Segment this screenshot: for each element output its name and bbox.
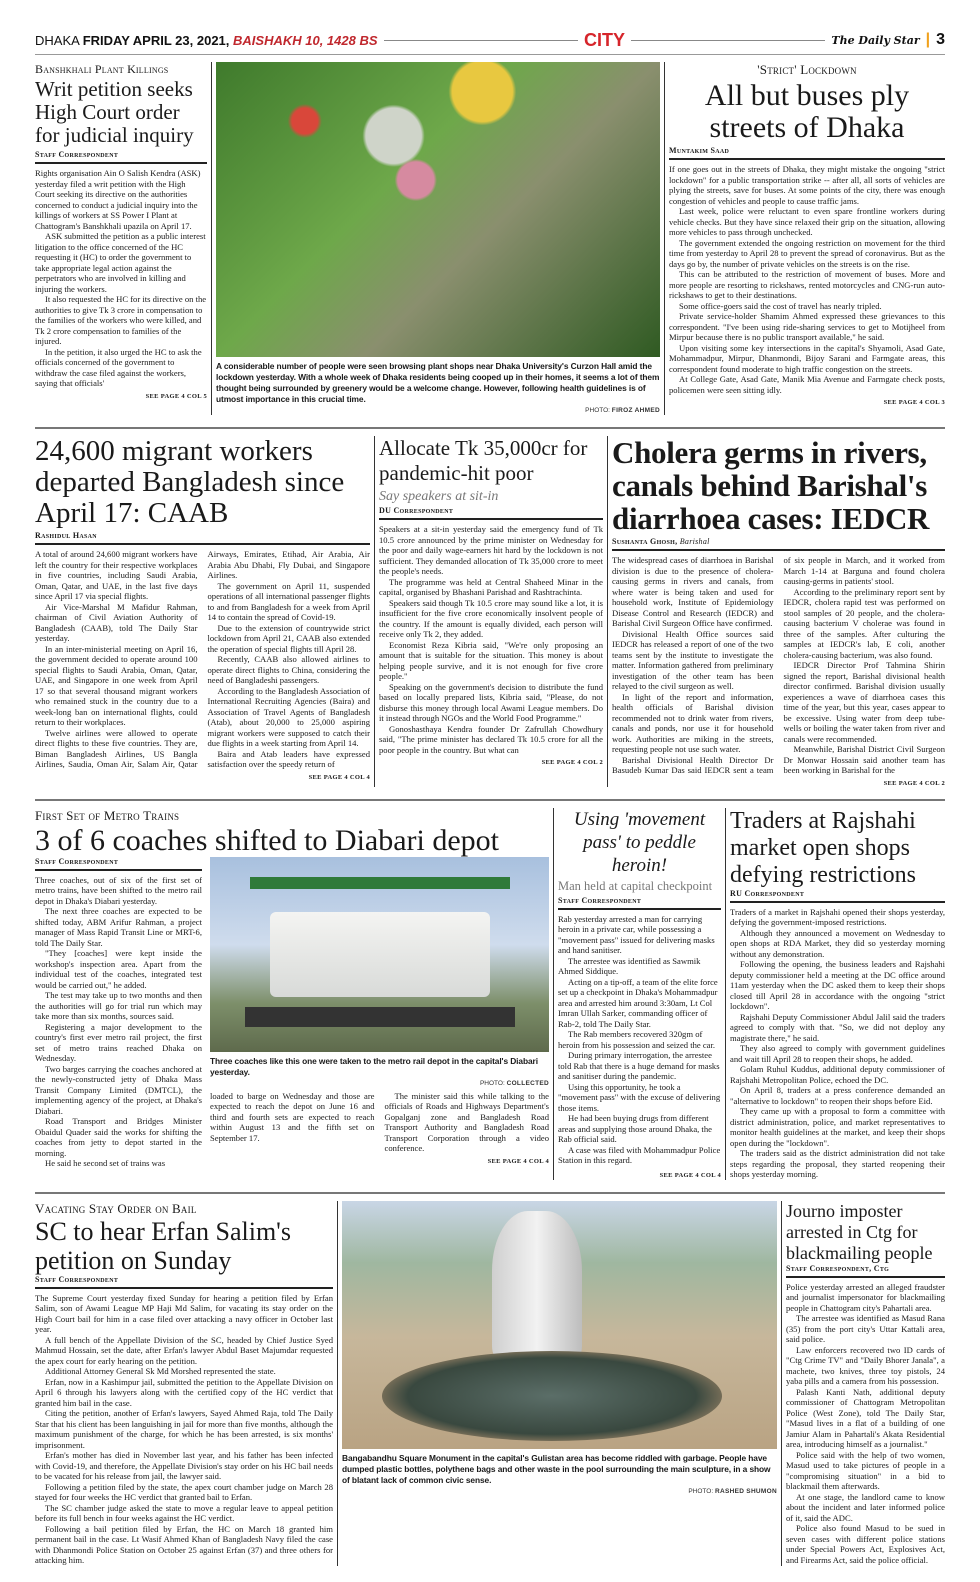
jump-link[interactable]: SEE PAGE 4 COL 4 — [659, 1171, 721, 1179]
paragraph: He said he second set of trains was — [45, 1158, 166, 1168]
paragraph: Erfan's mother has died in November last year, and his father has been infected with Covid-19, and therefore, the Appellate Division's stay order on his HC bail needs to be vacated for his release from jail, the lawyer said. — [35, 1450, 333, 1481]
article-metro-coaches: First Set of Metro Trains 3 of 6 coaches shifted to Diabari depot Staff Correspondent Three coaches, out of six of the first set of metro trains, have been shifted to the metro rail depot in Dhaka's Diabari yesterday. The next three coaches are expected to be shifted today, ABM Arifur Rahman, a project manager of Mass Rapid Transit Line or MRT-6, told The Daily Star. "They [coaches] were kept inside the workshop's inspection area. Apart from the individual test of the coaches, integrated test would be carried out," he added. The test may take up to two months and then the authorities will go for trial run which may take more than six months, sources said. Registering a major development to the country's first ever metro rail project, the first set of metro trains reached Dhaka on Wednesday. Two barges carrying the coaches anchored at the newly-constructed jetty of Dhaka Mass Transit Company Limited (DMTCL), the implementing agency of the project, at Dhaka's Diabari. Road Transport and Bridges Minister Obaidul Quader said the works for shifting the coaches from jetty to depot started in the morning. He said he second set of trains was Three coaches like this one were taken to the metro rail depot in the capital's Diabari yesterday. PHOTO: COLLECTED loaded to barge on Wednesday and those are expected to reach the depot on June 16 and third and fourth sets are expected to reach within August 13 and the fifth set on September 17. The minister said this while talking to the officials of Roads and Highways Department's Gopalganj zone and Bangladesh Road Transport Authority and Bangladesh Road Transport Corporation through a video conference. SEE PAGE 4 COL 4 — [35, 807, 549, 1168]
headline: 3 of 6 coaches shifted to Diabari depot — [35, 823, 500, 857]
paragraph: Air Vice-Marshal M Mafidur Rahman, chairman of Civil Aviation Authority of Bangladesh (CAAB), told The Daily Star yesterday. — [35, 601, 198, 643]
paragraph: They came up with a proposal to form a committee with district administration, police, and market representatives to monitor health guidelines at the market, and keep their shops open during the "lockdown". — [730, 1106, 945, 1148]
headline: Traders at Rajshahi market open shops defying restrictions — [730, 807, 916, 888]
paragraph: In an inter-ministerial meeting on April 16, the government decided to operate around 100 special flights to Saudi Arabia, Oman, Qatar, UAE, and Singapore in one week from April 17 so that several thousand migrant workers who remained stuck in the country due to a week-long ban on international flights, could return to their workplaces. — [35, 643, 198, 727]
row-3 — [35, 799, 945, 1186]
paragraph: Police also found Masud to be sued in seven cases with different police stations under Special Powers Act, Explosives Act, and Firearms Act, said the police official. — [786, 1523, 945, 1565]
paragraph: During primary interrogation, the arrestee told Rab that there is a huge demand for masks and sanitiser during the pandemic. — [558, 1050, 720, 1081]
paragraph: Barishal Divisional Health Director Dr Basudeb Kumar Das said IEDCR sent a team of six people in March, and it worked from March 1-14 at Barguna and found cholera causing-germs in patients' stool. — [612, 555, 945, 775]
headline: Allocate Tk 35,000cr for pandemic-hit poor — [379, 436, 588, 485]
paragraph: In the petition, it also urged the HC to ask the officials concerned of the government to withdraw the case filed against the workers, saying that officials' — [35, 346, 202, 388]
paragraph: Recently, CAAB also allowed airlines to operate direct flights to China, considering the need of Bangladeshi passengers. — [207, 654, 370, 685]
paragraph: The next three coaches are expected to be shifted today, ABM Arifur Rahman, a project manager of Mass Rapid Transit Line or MRT-6, told The Daily Star. — [35, 906, 202, 948]
article-cholera: Cholera germs in rivers, canals behind Barishal's diarrhoea cases: IEDCR Sushanta Ghosh, Barishal The widespread cases of diarrhoea in Barishal division is due to the presence of cholera-causing germs in rivers and canals, from where water is being taken and used for household work, Institute of Epidemiology Disease Control and Research (IEDCR) and Barishal Civil Surgeon Office have confirmed. Divisional Health Office sources said IEDCR has released a report of one of the two teams sent by the institute to investigate the matter. Information gathered from preliminary investigation of the other team has been relayed to the civil surgeon as well. In light of the report and information, health officials of Barishal division recommended not to drink water from rivers, canals and ponds, nor use it for household work. Authorities are miking in the streets, requesting people not use such water. Barishal Divisional Health Director Dr Basudeb Kumar Das said IEDCR sent a team of six people in March, and it worked from March 1-14 at Barguna and found cholera causing-germs in patients' stool. According to the preliminary report sent by IEDCR, cholera rapid test was performed on stool samples of 20 people, and the cholera-causing bacterium V cholerae was found in three of the samples. After culturing the samples at IEDCR's lab, E coli, another cholera-causing bacterium, was also found. IEDCR Director Prof Tahmina Shirin signed the report, Barishal divisional health director confirmed. Barishal division usually experiences a wave of diarrhoea cases this time of the year, but this year, cases appear to be excessive. Using water from deep tube-wells or boiling the water taken from river and canals were recommended. Meanwhile, Barishal District Civil Surgeon Dr Monwar Hossain said another team has been working in Barishal for the SEE PAGE 4 COL 2 — [607, 436, 945, 787]
paragraph: Erfan, now in a Kashimpur jail, submitted the petition to the Appellate Division on April 6 through his lawyers along with the certified copy of the HC verdict that granted him bail in the case. — [35, 1376, 333, 1408]
paragraph: Baira and Atab leaders have expressed satisfaction over the speedy return of — [207, 748, 370, 769]
paragraph: Divisional Health Office sources said IEDCR has released a report of one of the two teams sent by the institute to investigate the matter. Information gathered from preliminary investigation of the other team has been relayed to the civil surgeon as well. — [612, 628, 774, 691]
paragraph: The test may take up to two months and then the authorities will go for trial run which may take more than six months, sources said. — [35, 990, 202, 1021]
headline: SC to hear Erfan Salim's petition on Sunday — [35, 1216, 291, 1275]
paragraph: Upon visiting some key intersections in the capital's Shyamoli, Asad Gate, Mohammadpur, Mirpur, Dhanmondi, Bijoy Sarani and Farmgate areas, this correspondent found moderate to high traffic congestion on the streets. — [669, 342, 945, 374]
headline: Cholera germs in rivers, canals behind Barishal's diarrhoea cases: IEDCR — [612, 435, 930, 536]
paragraph: The minister said this while talking to the officials of Roads and Highways Department's Gopalganj zone and Bangladesh Road Transport Authority and Bangladesh Road Transport Corporation through a video conference. — [384, 1090, 549, 1153]
logo-bar: | — [925, 31, 931, 48]
paragraph: The Rab members recovered 320gm of heroin from his possession and seized the car. — [558, 1029, 716, 1050]
paragraph: Golam Ruhul Kuddus, additional deputy commissioner of Rajshahi Metropolitan Police, echoed the DC. — [730, 1064, 945, 1085]
headline: Writ petition seeks High Court order for judicial inquiry — [35, 77, 194, 147]
jump-link[interactable]: SEE PAGE 4 COL 4 — [487, 1157, 549, 1165]
header-rule — [384, 40, 578, 41]
article-erfan-salim: Vacating Stay Order on Bail SC to hear Erfan Salim's petition on Sunday Staff Correspondent The Supreme Court yesterday fixed Sunday for hearing a petition filed by Erfan Salim, son of Awami League MP Haji Md Salim, for vacating its stay order on the High Court bail for him in a case filed over attacking a navy officer in October last year. A full bench of the Appellate Division of the SC, headed by Chief Justice Syed Mahmud Hossain, set the date, after Erfan's lawyer Abdul Baset Majumdar requested the apex court for early hearing on the petition. Additional Attorney General Sk Md Morshed represented the state. Erfan, now in a Kashimpur jail, submitted the petition to the Appellate Division on April 6 through his lawyers along with the certified copy of the HC verdict that granted him bail in the case. Citing the petition, another of Erfan's lawyers, Sayed Ahmed Raja, told The Daily Star that his client has been languishing in jail for more than five months, although the maximum punishment of the charge, for which he has been arrested, is six months' imprisonment. Erfan's mother has died in November last year, and his father has been infected with Covid-19, and therefore, the Appellate Division's stay order on his HC bail needs to be vacated for his release from jail, the lawyer said. Following a petition filed by the state, the apex court chamber judge on March 28 stayed for four weeks the HC verdict that granted bail to Erfan. The SC chamber judge asked the state to move a regular leave to appeal petition before its full bench in four weeks against the HC verdict. Following a bail petition filed by Erfan, the HC on March 18 granted him permanent bail in the case. Lt Wasif Ahmed Khan of Bangladesh Navy filed the case with Dhanmondi Police Station on October 25 against Erfan (37) and three others for attacking him. — [35, 1200, 333, 1565]
paragraph: The arrestee was identified as Sawmik Ahmed Siddique. — [558, 955, 701, 976]
paragraph: Law enforcers recovered two ID cards of "Ctg Crime TV" and "Daily Bhorer Janala", a machete, two knives, three toy pistols, 24 yaba pills and a camera from his possession. — [786, 1344, 945, 1386]
paragraph: Citing the petition, another of Erfan's lawyers, Sayed Ahmed Raja, told The Daily Star that his client has been languishing in jail for more than five months, although the maximum punishment of the charge, for which he has been arrested, is six months' imprisonment. — [35, 1408, 333, 1450]
article-body — [35, 1293, 333, 1566]
jump-link[interactable]: SEE PAGE 4 COL 3 — [883, 399, 945, 406]
paragraph: Acting on a tip-off, a team of the elite force set up a checkpoint in Dhaka's Mohammadpur area and arrested him around 3:30am, Lt Col Imran Ullah Sarker, commanding officer of Rab-2, told The Daily Star. — [558, 976, 718, 1029]
paragraph: In light of the report and information, health officials of Barishal division recommended not to drink water from rivers, canals and ponds, nor use it for household work. Authorities are miking in the streets, requesting people not use such water. — [612, 691, 774, 754]
paragraph: Two barges carrying the coaches anchored at the newly-constructed jetty of Dhaka Mass Transit Company Limited (DMTCL), the implementing agency of the project, at Dhaka's Diabari. — [35, 1063, 202, 1116]
article-allocate: Allocate Tk 35,000cr for pandemic-hit poor Say speakers at sit-in DU Correspondent Speakers at a sit-in yesterday said the emergency fund of Tk 10.5 crore announced by the prime minister on Wednesday for the poor and daily wage-earners hit hard by the lockdown is not sufficient. They demanded allocation of Tk 35,000 crore to meet the people's needs. The programme was held at Central Shaheed Minar in the capital, organised by Bhashani Parishad and Rashtrachinta. Speakers said though Tk 10.5 crore may sound like a lot, it is insufficient for the five crore economically insolvent people of the country. If the amount is equally divided, each person will receive only Tk 2, they added. Economist Reza Kibria said, "We're only proposing an amount that is suitable for the situation. This money is about helping people survive, and it is not enough for five crore people." Speaking on the government's decision to distribute the fund based on locally prepared lists, Kibria said, "Please, do not disburse this money through local Awami League members. Do it instead through NGOs and the World Food Programme." Gonoshasthaya Kendra founder Dr Zafrullah Chowdhury said, "The prime minister has declared Tk 10.5 crore for all the poor people in the country. But what can SEE PAGE 4 COL 2 — [374, 436, 607, 787]
paragraph: Following a petition filed by the state, the apex court chamber judge on March 28 stayed for four weeks the HC verdict that granted bail to Erfan. — [35, 1481, 333, 1502]
paragraph: According to the preliminary report sent by IEDCR, cholera rapid test was performed on stool samples of 20 people, and the cholera-causing bacterium V cholerae was found in three of the samples. After culturing the samples at IEDCR's lab, E coli, another cholera-causing bacterium, was also found. — [783, 586, 945, 660]
paragraph: Rab yesterday arrested a man for carrying heroin in a private car, while possessing a "movement pass" issued for delivering masks and hand sanitiser. — [558, 913, 715, 955]
article-body — [669, 164, 945, 395]
paragraph: Traders of a market in Rajshahi opened their shops yesterday, defying the government-imposed restrictions. — [730, 906, 945, 927]
paragraph: Speakers said though Tk 10.5 crore may sound like a lot, it is insufficient for the five crore economically insolvent people of the country. If the amount is equally divided, each person will receive only Tk 2, they added. — [379, 597, 603, 639]
photo-caption: Three coaches like this one were taken to the metro rail depot in the capital's Diabari yesterday. — [210, 1055, 538, 1077]
paragraph: Road Transport and Bridges Minister Obaidul Quader said the works for shifting the coaches from jetty to depot started in the morning. — [35, 1116, 202, 1158]
paragraph: According to the Bangladesh Association of International Recruiting Agencies (Baira) and Association of Travel Agents of Bangladesh (Atab), about 20,000 to 25,000 aspiring migrant workers were supposed to catch their due flights in a week starting from April 14. — [207, 685, 370, 748]
paragraph: Speakers at a sit-in yesterday said the emergency fund of Tk 10.5 crore announced by the prime minister on Wednesday for the poor and daily wage-earners hit hard by the lockdown is not sufficient. They demanded allocation of Tk 35,000 crore to meet the people's needs. — [379, 524, 603, 576]
paragraph: At College Gate, Asad Gate, Manik Mia Avenue and Farmgate check posts, policemen were seen sitting idly. — [669, 374, 945, 395]
paragraph: On April 8, traders at a press conference demanded an "alternative to lockdown" to reopen their shops before Eid. — [730, 1085, 945, 1106]
paragraph: ASK submitted the petition as a public interest litigation to the office concerned of the HC requesting it (HC) to order the government to take appropriate legal action against the perpetrators who are involved in killing and injuring the workers. — [35, 231, 206, 294]
photo-credit: PHOTO: RASHED SHUMON — [688, 1487, 777, 1495]
article-migrant-workers: 24,600 migrant workers departed Bangladesh since April 17: CAAB Rashidul Hasan A total of around 24,600 migrant workers have left the country for their respective workplaces in five countries, including Saudi Arabia, Oman, Qatar, and UAE, in the last five days since April 17 via special flights. Air Vice-Marshal M Mafidur Rahman, chairman of Civil Aviation Authority of Bangladesh (CAAB), told The Daily Star yesterday. In an inter-ministerial meeting on April 16, the government decided to operate around 100 special flights to Saudi Arabia, Oman, Qatar, UAE, and Singapore in one week from April 17 so that several thousand migrant workers who remained stuck in the country due to a week-long ban on international flights, could return to their workplaces. Twelve airlines were allowed to operate direct flights to these five countries. They are, Biman Bangladesh Airlines, US Bangla Airlines, Saudia, Oman Air, Salam Air, Qatar Airways, Emirates, Etihad, Air Arabia, Air Arabia Abu Dhabi, Fly Dubai, and Singapore Airlines. The government on April 11, suspended operations of all international passenger flights to and from Bangladesh for a week from April 14 to contain the spread of Covid-19. Due to the extension of countrywide strict lockdown from April 21, CAAB also extended the operation of special flights till April 28. Recently, CAAB also allowed airlines to operate direct flights to China, considering the need of Bangladeshi passengers. According to the Bangladesh Association of International Recruiting Agencies (Baira) and Association of Travel Agents of Bangladesh (Atab), about 20,000 to 25,000 aspiring migrant workers were supposed to catch their due flights in a week starting from April 14. Baira and Atab leaders have expressed satisfaction over the speedy return of SEE PAGE 4 COL 4 — [35, 435, 370, 781]
paragraph: IEDCR Director Prof Tahmina Shirin signed the report, Barishal divisional health director confirmed. Barishal division usually experiences a wave of diarrhoea cases this time of the year, but this year, cases appear to be excessive. Using water from deep tube-wells or boiling the water taken from river and canals were recommended. — [783, 660, 945, 744]
jump-link[interactable]: SEE PAGE 4 COL 2 — [541, 759, 603, 766]
paragraph: The SC chamber judge asked the state to move a regular leave to appeal petition before its full bench in four weeks against the HC verdict. — [35, 1502, 333, 1523]
article-movement-pass: Using 'movement pass' to peddle heroin! Man held at capital checkpoint Staff Correspondent Rab yesterday arrested a man for carrying heroin in a private car, while possessing a "movement pass" issued for delivering masks and hand sanitiser. The arrestee was identified as Sawmik Ahmed Siddique. Acting on a tip-off, a team of the elite force set up a checkpoint in Dhaka's Mohammadpur area and arrested him around 3:30am, Lt Col Imran Ullah Sarker, commanding officer of Rab-2, told The Daily Star. The Rab members recovered 320gm of heroin from his possession and seized the car. During primary interrogation, the arrestee told Rab that there is a huge demand for masks and sanitiser during the pandemic. Using this opportunity, he took a "movement pass" with the excuse of delivering those items. He had been buying drugs from different areas and supplying those around Dhaka, the Rab official said. A case was filed with Mohammadpur Police Station in this regard. SEE PAGE 4 COL 4 — [553, 808, 725, 1180]
row-1 — [35, 54, 945, 421]
row-2 — [35, 427, 945, 793]
paragraph: Although they announced a movement on Wednesday to open shops at RDA Market, they did so yesterday morning without any demonstration. — [730, 927, 945, 959]
paragraph: Some office-goers said the cost of travel has nearly tripled. — [679, 300, 882, 311]
header-rule — [631, 40, 825, 41]
paragraph: Private service-holder Shamim Ahmed expressed these grievances to this correspondent. "I've been using ride-sharing services to get to Motijheel from Mirpur because there is no public transport available," he said. — [669, 311, 945, 342]
paragraph: Palash Kanti Nath, additional deputy commissioner of Chattogram Metropolitan Police (West Zone), told The Daily Star, "Masud lives in a flat of a building of one Jamiur Alam in Pahartali's Akata Residential area, introducing himself as a journalist." — [786, 1386, 945, 1449]
sculpture — [492, 1211, 582, 1361]
paragraph: Speaking on the government's decision to distribute the fund based on locally prepared lists, Kibria said, "Please, do not disburse this money through local Awami League members. Do it instead through NGOs and the World Food Programme." — [379, 681, 603, 723]
jump-link[interactable]: SEE PAGE 4 COL 2 — [883, 779, 945, 787]
article-body-continued — [210, 1091, 549, 1154]
paragraph: The traders said as the district administration did not take steps regarding the proposal, they started reopening their shops yesterday morning. — [730, 1148, 945, 1179]
article-rajshahi-traders: Traders at Rajshahi market open shops defying restrictions RU Correspondent Traders of a market in Rajshahi opened their shops yesterday, defying the government-imposed restrictions. Although they announced a movement on Wednesday to open shops at RDA Market, they did so yesterday morning without any demonstration. Following the opening, the business leaders and Rajshahi deputy commissioner held a meeting at the DC office around 11am yesterday when the DC asked them to keep their shops closed till April 28 in accordance with the ongoing "strict lockdown". Rajshahi Deputy Commissioner Abdul Jalil said the traders agreed to comply with that. "So, we did not deploy any magistrate there," he said. They also agreed to comply with government guidelines and wait till April 28 to reopen their shops, he added. Golam Ruhul Kuddus, additional deputy commissioner of Rajshahi Metropolitan Police, echoed the DC. On April 8, traders at a press conference demanded an "alternative to lockdown" to reopen their shops before Eid. They came up with a proposal to form a committee with district administration, police, and market representatives to monitor health guidelines at the market, and keep their shops open during the "lockdown". The traders said as the district administration did not take steps regarding the proposal, they started reopening their shops yesterday morning. — [725, 808, 945, 1180]
subhead: Say speakers at sit-in — [379, 489, 499, 504]
paragraph: At one stage, the landlord came to know about the incident and later informed police of it, said the ADC. — [786, 1491, 945, 1523]
paragraph: Additional Attorney General Sk Md Morshed represented the state. — [45, 1366, 276, 1376]
paragraph: Last week, police were reluctant to even spare frontline workers during vehicle checks. But they have since relaxed their grip on the situation, allowing more vehicles to pass through unchecked. — [669, 206, 945, 237]
photo-caption: A considerable number of people were seen browsing plant shops near Dhaka University's Curzon Hall amid the lockdown yesterday. With a whole week of Dhaka residents being cooped up in their homes, it seems a lot of them thought being surrounded by greenery would be a welcome change. However, following health guidelines is of utmost importance in this crucial time. — [216, 361, 660, 404]
paragraph: A case was filed with Mohammadpur Police Station in this regard. — [558, 1144, 721, 1165]
paragraph: They also agreed to comply with government guidelines and wait till April 28 to reopen their shops, he added. — [730, 1043, 945, 1064]
paragraph: It also requested the HC for its directive on the authorities to give Tk 3 crore in compensation to the families of the workers who were killed, and Tk 2 crore compensation to families of the injured. — [35, 294, 207, 346]
paragraph: He had been buying drugs from different areas and supplying those around Dhaka, the Rab official said. — [558, 1113, 712, 1144]
paragraph: The programme was held at Central Shaheed Minar in the capital, organised by Bhashani Parishad and Rashtrachinta. — [379, 576, 603, 597]
row-4 — [35, 1192, 945, 1572]
photo-credit: PHOTO: FIROZ AHMED — [585, 407, 660, 414]
photo-plant-shops — [216, 62, 660, 357]
paragraph: Rights organisation Ain O Salish Kendra (ASK) yesterday filed a writ petition with the High Court seeking its directive on the authorities concerned to conduct a judicial inquiry into the killings of workers at SS Power I Plant at Chattogram's Banshkhali upazila on April 17. — [35, 168, 201, 231]
paragraph: Due to the extension of countrywide strict lockdown from April 21, CAAB also extended the operation of special flights till April 28. — [207, 622, 370, 654]
section-title: CITY — [583, 29, 625, 50]
trailer — [245, 1007, 515, 1027]
photo-monument — [342, 1201, 777, 1449]
paragraph: Police said with the help of two women, Masud used to take pictures of people in a "compromising situation" in a bid to blackmail them afterwards. — [786, 1449, 945, 1491]
paragraph: A full bench of the Appellate Division of the SC, headed by Chief Justice Syed Mahmud Hossain, set the date, after Erfan's lawyer Abdul Baset Majumdar requested the apex court for early hearing on the petition. — [35, 1334, 333, 1366]
article-body — [786, 1282, 945, 1566]
headline: 24,600 migrant workers departed Bangladesh since April 17: CAAB — [35, 435, 345, 529]
page-number: 3 — [936, 31, 946, 48]
jump-link[interactable]: SEE PAGE 4 COL 4 — [308, 773, 370, 781]
paragraph: The government extended the ongoing restriction on movement for the third time from yesterday to April 28 to prevent the spread of coronavirus. But as the days go by, the number of private vehicles on the streets is on the rise. — [669, 237, 945, 269]
article-journo-imposter: Journo imposter arrested in Ctg for blackmailing people Staff Correspondent, Ctg Police yesterday arrested an alleged fraudster and journalist impersonator for blackmailing people in Chattogram city's Pahartali area. The arrestee was identified as Masud Rana (35) from the port city's Uttar Kattali area, said police. Law enforcers recovered two ID cards of "Ctg Crime TV" and "Daily Bhorer Janala", a machete, two knives, three toy pistols, 24 yaba pills and a camera from his possession. Palash Kanti Nath, additional deputy commissioner of Chattogram Metropolitan Police (West Zone), told The Daily Star, "Masud lives in a flat of a building of one Jamiur Alam in Pahartali's Akata Residential area, introducing himself as a journalist." Police said with the help of two women, Masud used to take pictures of people in a "compromising situation" in a bid to blackmail them afterwards. At one stage, the landlord came to know about the incident and later informed police of it, said the ADC. Police also found Masud to be sued in seven cases with different police stations under Special Powers Act, Explosives Act, and Firearms Act, said the police official. — [781, 1201, 945, 1566]
article-lockdown: 'Strict' Lockdown All but buses ply streets of Dhaka Muntakim Saad If one goes out in the streets of Dhaka, they might mistake the ongoing "strict lockdown" for a public transportation strike -- after all, all sorts of vehicles are plying the streets, save for buses. At some points of the city, there was enough congestion of vehicles and people to cause traffic jams. Last week, police were reluctant to even spare frontline workers during vehicle checks. But they have since relaxed their grip on the situation, allowing more vehicles to pass through unchecked. The government extended the ongoing restriction on movement for the third time from yesterday to April 28 to prevent the spread of coronavirus. But as the days go by, the number of private vehicles on the streets is on the rise. This can be attributed to the restriction of movement of buses. More and more people are resorting to rickshaws, rented motorcycles and CNG-run auto-rickshaws to get to their destinations. Some office-goers said the cost of travel has nearly tripled. Private service-holder Shamim Ahmed expressed these grievances to this correspondent. "I've been using ride-sharing services to get to Motijheel from Mirpur because there is no public transport available," he said. Upon visiting some key intersections in the capital's Shyamoli, Asad Gate, Mohammadpur, Mirpur, Dhanmondi, Bijoy Sarani and Farmgate areas, this correspondent found moderate to high traffic congestion on the streets. At College Gate, Asad Gate, Manik Mia Avenue and Farmgate check posts, policemen were seen sitting idly. SEE PAGE 4 COL 3 — [664, 62, 945, 415]
photo-credit: PHOTO: COLLECTED — [479, 1079, 549, 1087]
article-body — [558, 914, 721, 1166]
headline: Journo imposter arrested in Ctg for blackmailing people — [786, 1200, 933, 1263]
article-body — [35, 549, 370, 770]
paragraph: Following a bail petition filed by Erfan, the HC on March 18 granted him permanent bail in the case. Lt Wasif Ahmed Khan of Bangladesh Navy filed the case with Dhanmondi Police Station on October 25 against Erfan (37) and three others for attacking him. — [35, 1523, 333, 1565]
paragraph: Gonoshasthaya Kendra founder Dr Zafrullah Chowdhury said, "The prime minister has declared Tk 10.5 crore for all the poor people in the country. But what can — [379, 723, 603, 755]
paragraph: Rajshahi Deputy Commissioner Abdul Jalil said the traders agreed to comply with that. "So, we did not deploy any magistrate there," he said. — [730, 1011, 945, 1043]
photo-block — [211, 62, 664, 415]
photo-caption: Bangabandhu Square Monument in the capital's Gulistan area has become riddled with garbage. People have dumped plastic bottles, polythene bags and other waste in the pool surrounding the main sculpture, in a show of blatant lack of common civic sense. — [342, 1452, 771, 1485]
paragraph: The widespread cases of diarrhoea in Barishal division is due to the presence of cholera-causing germs in rivers and canals, from where water is being taken and used for household work, Institute of Epidemiology Disease Control and Research (IEDCR) and Barishal Civil Surgeon Office have confirmed. — [612, 555, 774, 628]
paragraph: Economist Reza Kibria said, "We're only proposing an amount that is suitable for the situation. This money is about helping people survive, and it is not enough for five crore people." — [379, 639, 603, 681]
paragraph: Meanwhile, Barishal District Civil Surgeon Dr Monwar Hossain said another team has been working in Barishal for the — [783, 744, 945, 775]
newspaper-logo: The Daily Star — [831, 33, 920, 47]
paragraph: The arrestee was identified as Masud Rana (35) from the port city's Uttar Kattali area, said police. — [786, 1313, 945, 1344]
article-body — [379, 524, 603, 755]
garbage-pool — [382, 1351, 722, 1441]
paragraph: Following the opening, the business leaders and Rajshahi deputy commissioner held a meeting at the DC office around 11am yesterday when the DC asked them to keep their shops closed till April 28 in accordance with the ongoing "strict lockdown". — [730, 959, 945, 1011]
paragraph: Police yesterday arrested an alleged fraudster and journalist impersonator for blackmailing people in Chattogram city's Pahartali area. — [786, 1281, 945, 1313]
headline: Using 'movement pass' to peddle heroin! — [573, 808, 706, 876]
coach-shape — [270, 912, 490, 997]
article-body — [612, 555, 945, 776]
article-body — [730, 907, 945, 1180]
headline: All but buses ply streets of Dhaka — [704, 79, 910, 144]
paragraph: This can be attributed to the restriction of movement of buses. More and more people are resorting to rickshaws, rented motorcycles and CNG-run auto-rickshaws to get to their destinations. — [669, 269, 945, 300]
paragraph: Twelve airlines were allowed to operate direct flights to these five countries. They are, Biman Bangladesh Airlines, US Bangla Airlines, Saudia, Oman Air, Salam Air, Qatar Airways, Emirates, Etihad, Air Arabia, Air Arabia Abu Dhabi, Fly Dubai, and Singapore Airlines. — [35, 549, 370, 769]
article-body — [35, 168, 207, 389]
page-header — [35, 30, 945, 50]
paragraph: If one goes out in the streets of Dhaka, they might mistake the ongoing "strict lockdown" for a public transportation strike -- after all, all sorts of vehicles are plying the streets, save for buses. At some points of the city, there was enough congestion of vehicles and people to cause traffic jams. — [669, 164, 945, 206]
photo-metro-coach — [210, 857, 549, 1052]
paragraph: Registering a major development to the country's first ever metro rail project, the first set of metro trains reached Dhaka on Wednesday. — [35, 1021, 202, 1063]
subhead: Man held at capital checkpoint — [558, 878, 713, 893]
paragraph: Three coaches, out of six of the first set of metro trains, have been shifted to the metro rail depot in Dhaka's Diabari yesterday. — [35, 874, 202, 906]
crane-beam — [250, 877, 510, 889]
jump-link[interactable]: SEE PAGE 4 COL 5 — [145, 392, 207, 400]
paragraph: The government on April 11, suspended operations of all international passenger flights to and from Bangladesh for a week from April 14 to contain the spread of Covid-19. — [207, 580, 370, 622]
paragraph: Using this opportunity, he took a "movement pass" with the excuse of delivering those items. — [558, 1081, 721, 1113]
paragraph: A total of around 24,600 migrant workers have left the country for their respective workplaces in five countries, including Saudi Arabia, Oman, Qatar, and UAE, in the last five days since April 17 via special flights. — [35, 549, 198, 601]
article-body — [35, 875, 202, 1169]
photo-block — [337, 1201, 781, 1566]
paragraph: loaded to barge on Wednesday and those are expected to reach the depot on June 16 and third and fourth sets are expected to reach within August 13 and the fifth set on September 17. — [210, 1090, 375, 1143]
dateline: DHAKA FRIDAY APRIL 23, 2021, BAISHAKH 10, 1428 BS — [35, 32, 378, 48]
paragraph: The Supreme Court yesterday fixed Sunday for hearing a petition filed by Erfan Salim, son of Awami League MP Haji Md Salim, for vacating its stay order on the High Court bail for him in a case filed over attacking a navy officer in October last year. — [35, 1292, 333, 1334]
paragraph: "They [coaches] were kept inside the workshop's inspection area. Apart from the individual test of the coaches, integrated test would be carried out," he added. — [35, 948, 202, 990]
article-writ-petition: Banshkhali Plant Killings Writ petition seeks High Court order for judicial inquiry Staff Correspondent Rights organisation Ain O Salish Kendra (ASK) yesterday filed a writ petition with the High Court seeking its directive on the authorities concerned to conduct a judicial inquiry into the killings of workers at SS Power I Plant at Chattogram's Banshkhali upazila on April 17. ASK submitted the petition as a public interest litigation to the office concerned of the HC requesting it (HC) to order the government to take appropriate legal action against the perpetrators who are involved in killing and injuring the workers. It also requested the HC for its directive on the authorities to give Tk 3 crore in compensation to the families of the workers who were killed, and Tk 2 crore compensation to families of the injured. In the petition, it also urged the HC to ask the officials concerned of the government to withdraw the case filed against the workers, saying that officials' SEE PAGE 4 COL 5 — [35, 62, 207, 400]
